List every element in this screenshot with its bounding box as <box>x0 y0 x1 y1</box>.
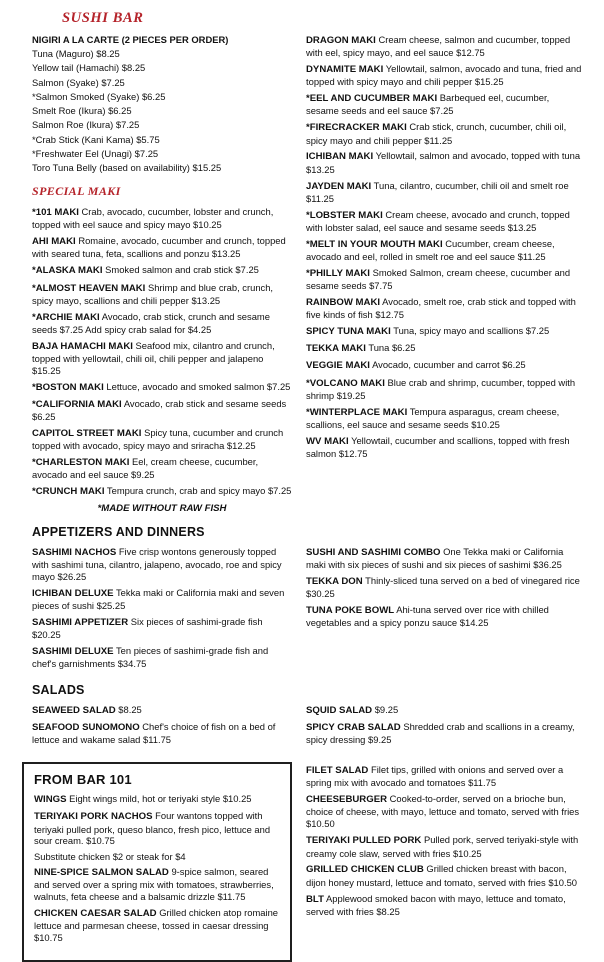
menu-item <box>306 793 584 830</box>
menu-item <box>306 267 584 292</box>
menu-item <box>306 63 584 88</box>
plain-line <box>32 91 292 103</box>
menu-item <box>306 764 584 789</box>
item-price: $9.25 <box>131 469 155 481</box>
menu-item <box>32 235 292 260</box>
menu-item <box>306 604 584 629</box>
item-name: SQUID SALAD <box>306 704 373 716</box>
menu-item <box>306 150 584 175</box>
line-text: Salmon (Syake) <box>32 76 99 88</box>
item-description: Cream cheese, salmon and cucumber, topped with eel, spicy mayo, and eel sauce <box>306 34 571 59</box>
item-name: WINGS <box>34 794 67 806</box>
item-price: $9.25 <box>374 703 399 715</box>
item-price: $10.50 <box>306 818 335 830</box>
menu-item <box>306 406 584 431</box>
item-description: Tempura asparagus, cream cheese, scallions, eel sauce and sesame seeds <box>306 405 560 430</box>
item-description: Grilled chicken breast with bacon, dijon honey mustard, lettuce and tomato, served with fries <box>306 863 567 888</box>
menu-column-right <box>306 674 584 750</box>
line-text: Toro Tuna Belly (based on availability) <box>32 161 190 173</box>
item-price: $12.75 <box>338 448 368 459</box>
menu-band-appetizers-dinners <box>32 516 586 674</box>
item-description: Chef's choice of fish on a bed of lettuce and wakame salad <box>32 721 276 746</box>
item-name: ICHIBAN DELUXE <box>32 587 114 599</box>
item-name: *CRUNCH MAKI <box>32 486 105 498</box>
item-description: Cucumber, cream cheese, avocado and eel, rolled in smelt roe and eel sauce <box>306 237 555 262</box>
item-price: $7.75 <box>369 280 393 292</box>
menu-column-left <box>32 516 292 674</box>
item-name: BLT <box>306 893 324 905</box>
item-description: Crab stick, crunch, cucumber, chili oil, spicy mayo and chili pepper <box>306 121 567 146</box>
item-description: Five crisp wontons generously topped with sashimi tuna, cilantro, jalapeno, avocado, roe and spicy mayo <box>32 545 282 582</box>
item-price: $25.25 <box>96 599 126 611</box>
item-name: SEAFOOD SUNOMONO <box>32 722 140 734</box>
item-price: $36.25 <box>533 558 562 570</box>
item-price: $7.25 <box>235 264 259 276</box>
menu-item <box>32 704 292 717</box>
item-description: Tuna <box>368 342 390 354</box>
line-text: *Freshwater Eel (Unagi) <box>32 147 133 159</box>
menu-item <box>306 834 584 859</box>
item-name: TUNA POKE BOWL <box>306 604 395 616</box>
menu-item <box>306 721 584 746</box>
menu-item <box>32 340 292 377</box>
item-description: Seafood mix, cilantro and crunch, topped with yellowtail, chili oil, chili pepper and jalapeno <box>32 339 275 364</box>
item-price: $10.75 <box>86 835 115 847</box>
plain-line: Substitute chicken $2 or steak for $4 <box>34 851 186 863</box>
item-description: Avocado, smelt roe, crab stick and topped with five kinds of fish <box>306 295 576 321</box>
item-price: $10.75 <box>34 931 63 943</box>
menu-item <box>34 793 280 806</box>
item-description: Yellowtail, cucumber and scallions, topped with fresh salmon <box>306 434 570 459</box>
item-description: Smoked salmon and crab stick <box>105 264 233 276</box>
item-price: $12.75 <box>456 47 485 59</box>
item-name: *PHILLY MAKI <box>306 267 370 279</box>
item-description: Ahi-tuna served over rice with chilled vegetables and a spicy ponzu sauce <box>306 603 549 628</box>
item-price: $10.25 <box>222 793 252 805</box>
item-price: $7.25 <box>267 485 292 497</box>
menu-item <box>32 456 292 481</box>
menu-item <box>34 866 280 903</box>
menu-column-left <box>32 762 292 962</box>
item-description: Thinly-sliced tuna served on a bed of vinegared rice <box>365 574 580 586</box>
menu-column-left <box>32 674 292 750</box>
item-name: *ARCHIE MAKI <box>32 311 100 323</box>
item-price: $6.25 <box>502 359 526 371</box>
item-description: Smoked Salmon, cream cheese, cucumber and sesame seeds <box>306 266 571 292</box>
item-price: $15.25 <box>192 161 222 173</box>
menu-item <box>306 435 584 460</box>
plain-line <box>32 148 292 160</box>
menu-item <box>306 575 584 600</box>
item-price: $15.25 <box>32 364 61 376</box>
item-description: One Tekka maki or California maki with six pieces of sushi and six pieces of sashimi <box>306 545 564 570</box>
item-name: *LOBSTER MAKI <box>306 209 383 221</box>
item-name: ICHIBAN MAKI <box>306 151 374 163</box>
menu-item <box>32 398 292 423</box>
item-name: *BOSTON MAKI <box>32 381 104 393</box>
menu-item <box>306 342 584 355</box>
item-price: $15.25 <box>474 76 504 88</box>
red-subheader: SPECIAL MAKI <box>32 184 121 199</box>
item-price: $12.25 <box>226 440 256 452</box>
menu-item <box>306 209 584 234</box>
item-description: Pulled pork, served teriyaki-style with creamy cole slaw, served with fries <box>306 834 579 859</box>
item-description: Tempura crunch, crab and spicy mayo <box>106 485 266 497</box>
item-description: Yellowtail, salmon, avocado and tuna, fried and topped with spicy mayo and chili pepper <box>306 63 582 88</box>
item-price: $11.25 <box>517 250 546 262</box>
item-price: $8.25 <box>118 703 142 715</box>
menu-column-right <box>306 10 584 464</box>
raw-fish-note: *MADE WITHOUT RAW FISH <box>97 502 227 514</box>
menu-item <box>32 311 292 336</box>
menu-item <box>306 92 584 117</box>
item-description: Grilled chicken atop romaine lettuce and parmesan cheese, tossed in caesar dressing <box>34 906 279 931</box>
menu-item <box>306 359 584 372</box>
item-price: $6.25 <box>391 342 416 354</box>
item-price: $34.75 <box>117 657 147 669</box>
item-price: $13.25 <box>507 221 537 233</box>
line-text: *Crab Stick (Kani Kama) <box>32 133 134 145</box>
item-price: $13.25 <box>191 294 221 306</box>
item-description: Filet tips, grilled with onions and served over a spring mix with avocado and tomatoes <box>306 764 564 789</box>
item-name: *CHARLESTON MAKI <box>32 457 130 469</box>
menu-item <box>32 546 292 583</box>
menu-column-right <box>306 516 584 633</box>
item-description: Ten pieces of sashimi-grade fish and chef's garnishments <box>32 644 269 669</box>
item-description: Four wantons topped with teriyaki pulled pork, queso blanco, fresh pico, lettuce and sour cream. <box>34 810 271 847</box>
item-name: *FIRECRACKER MAKI <box>306 122 407 134</box>
line-text: *Salmon Smoked (Syake) <box>32 90 140 102</box>
item-price: $13.25 <box>211 248 241 260</box>
menu-band-from-bar-101 <box>32 762 586 962</box>
menu-item <box>306 180 584 205</box>
item-name: GRILLED CHICKEN CLUB <box>306 864 424 876</box>
item-description: Cooked-to-order, served on a brioche bun, choice of cheese, with mayo, lettuce and tomato, served with fries <box>306 793 580 818</box>
line-text: Yellow tail (Hamachi) <box>32 62 120 74</box>
item-name: NINE-SPICE SALMON SALAD <box>34 866 169 878</box>
from-bar-101-box <box>22 762 292 962</box>
item-price: $11.75 <box>468 777 497 789</box>
plain-line <box>32 134 292 146</box>
section-header: SALADS <box>32 682 85 697</box>
item-price: $11.25 <box>306 192 334 204</box>
menu-item <box>306 704 584 717</box>
item-name: VEGGIE MAKI <box>306 360 370 372</box>
menu-item <box>306 296 584 321</box>
item-price: $11.75 <box>217 890 246 902</box>
item-name: CHEESEBURGER <box>306 794 388 806</box>
plain-line <box>32 77 292 89</box>
item-name: FILET SALAD <box>306 765 369 777</box>
item-price: $8.25 <box>376 905 400 917</box>
item-name: WV MAKI <box>306 435 349 447</box>
item-description: Spicy tuna, cucumber and crunch topped with avocado, spicy mayo and sriracha <box>32 427 284 452</box>
item-price: $10.25 <box>193 219 222 231</box>
item-description: Six pieces of sashimi-grade fish <box>130 615 263 627</box>
item-price: $6.25 <box>141 90 166 102</box>
item-description: Blue crab and shrimp, cucumber, topped with shrimp <box>306 376 576 401</box>
plain-line <box>32 62 292 74</box>
item-description: Tekka maki or California maki and seven pieces of sushi <box>32 586 285 611</box>
item-name: AHI MAKI <box>32 236 76 248</box>
item-price: $7.25 <box>134 147 159 159</box>
item-description: Crab, avocado, cucumber, lobster and crunch, topped with eel sauce and spicy mayo <box>32 206 274 231</box>
menu-band-sushi-bar <box>32 10 586 516</box>
item-description: Shredded crab and scallions in a creamy, spicy dressing <box>306 721 575 746</box>
item-description: Barbequed eel, cucumber, sesame seeds and eel sauce <box>306 92 550 117</box>
item-price: $8.25 <box>96 48 120 60</box>
item-description: Eight wings mild, hot or teriyaki style <box>69 793 221 805</box>
item-name: TERIYAKI PORK NACHOS <box>34 811 153 823</box>
item-price: $13.25 <box>306 163 335 175</box>
menu-item <box>32 282 292 307</box>
menu-item <box>32 381 292 394</box>
item-price: $11.25 <box>424 134 453 146</box>
item-price: $7.25 <box>115 119 140 131</box>
line-text: Salmon Roe (Ikura) <box>32 119 114 131</box>
item-name: TERIYAKI PULLED PORK <box>306 835 422 847</box>
item-name: BAJA HAMACHI MAKI <box>32 340 133 352</box>
item-name: SASHIMI DELUXE <box>32 645 114 657</box>
item-name: SEAWEED SALAD <box>32 704 116 716</box>
plain-line <box>32 48 292 60</box>
menu-item <box>306 546 584 571</box>
plain-line <box>32 162 292 174</box>
item-name: DRAGON MAKI <box>306 35 376 46</box>
menu-item <box>32 616 292 641</box>
item-name: DYNAMITE MAKI <box>306 64 384 76</box>
item-name: CHICKEN CAESAR SALAD <box>34 907 157 919</box>
item-price: $6.25 <box>108 105 132 117</box>
plain-line <box>32 105 292 117</box>
menu-item <box>34 810 280 847</box>
item-name: SASHIMI APPETIZER <box>32 616 129 628</box>
menu-item <box>306 377 584 402</box>
item-name: RAINBOW MAKI <box>306 296 381 308</box>
item-name: SPICY TUNA MAKI <box>306 326 391 338</box>
menu-item <box>32 645 292 670</box>
menu-item <box>306 863 584 888</box>
line-text: Tuna (Maguro) <box>32 48 94 60</box>
item-price: $14.25 <box>459 616 489 628</box>
box-header: FROM BAR 101 <box>34 772 132 788</box>
item-price: $7.25 <box>525 325 550 337</box>
menu-item <box>32 206 292 231</box>
item-price: $12.75 <box>375 309 404 321</box>
item-price: $19.25 <box>336 389 366 401</box>
item-name: CAPITOL STREET MAKI <box>32 428 142 440</box>
item-price: $6.25 <box>32 411 56 423</box>
item-price: $10.50 <box>548 876 578 888</box>
item-description: Avocado, cucumber and carrot <box>372 359 500 371</box>
item-price: $7.25 <box>266 380 291 392</box>
menu-item <box>32 485 292 498</box>
item-price: $5.75 <box>136 133 160 145</box>
item-name: *VOLCANO MAKI <box>306 377 385 389</box>
item-description: Avocado, crab stick and sesame seeds <box>123 398 287 410</box>
section-header: APPETIZERS AND DINNERS <box>32 524 205 539</box>
item-description: 9-spice salmon, seared and served over a spring mix with tomatoes, strawberries, walnuts, feta cheese and a balsamic drizzle <box>34 865 274 902</box>
item-description: Tuna, spicy mayo and scallions <box>393 325 524 337</box>
menu-item <box>32 721 292 746</box>
item-price: $20.25 <box>32 628 61 640</box>
red-header: SUSHI BAR <box>62 10 144 26</box>
item-name: SASHIMI NACHOS <box>32 546 117 558</box>
item-price: $7.25 <box>430 105 454 117</box>
item-name: TEKKA DON <box>306 575 363 587</box>
item-price: $26.25 <box>57 570 87 582</box>
item-description: Avocado, crab stick, crunch and sesame seeds $7.25 Add spicy crab salad for $4.25 <box>32 310 270 335</box>
menu-band-salads <box>32 674 586 750</box>
item-price: $9.25 <box>368 734 392 746</box>
item-description: Eel, cream cheese, cucumber, avocado and eel sauce <box>32 456 259 481</box>
item-price: $11.75 <box>143 734 171 746</box>
item-description: Romaine, avocado, cucumber and crunch, topped with seared tuna, feta, scallions and ponzu <box>32 235 286 260</box>
menu-item <box>306 238 584 263</box>
item-name: TEKKA MAKI <box>306 343 366 355</box>
menu-item <box>306 34 584 59</box>
bold-line: NIGIRI A LA CARTE (2 PIECES PER ORDER) <box>32 34 229 45</box>
item-description: Tuna, cilantro, cucumber, chili oil and smelt roe <box>373 179 569 191</box>
item-name: SPICY CRAB SALAD <box>306 722 401 734</box>
item-name: *WINTERPLACE MAKI <box>306 406 408 418</box>
item-name: *ALASKA MAKI <box>32 265 103 277</box>
item-name: *MELT IN YOUR MOUTH MAKI <box>306 238 443 250</box>
item-description: Yellowtail, salmon and avocado, topped with tuna <box>375 150 581 162</box>
menu-column-left <box>32 10 292 516</box>
menu-item <box>306 121 584 146</box>
item-description: Lettuce, avocado and smoked salmon <box>106 380 265 392</box>
item-price: $30.25 <box>306 587 335 599</box>
plain-line <box>32 119 292 131</box>
item-name: *101 MAKI <box>32 207 79 219</box>
item-description: Cream cheese, avocado and crunch, topped with lobster salad, eel sauce and sesame seeds <box>306 208 570 233</box>
menu-column-right <box>306 762 584 921</box>
item-description: Applewood smoked bacon with mayo, lettuce and tomato, served with fries <box>306 892 566 917</box>
menu-item <box>32 427 292 452</box>
item-price: $7.25 <box>101 76 125 88</box>
menu-item <box>306 893 584 918</box>
menu-item <box>32 587 292 612</box>
item-name: *ALMOST HEAVEN MAKI <box>32 282 146 294</box>
menu-item <box>32 264 292 277</box>
item-name: SUSHI AND SASHIMI COMBO <box>306 546 441 558</box>
item-name: JAYDEN MAKI <box>306 180 372 192</box>
menu-item <box>306 325 584 338</box>
item-price: $8.25 <box>121 62 146 74</box>
item-price: $10.25 <box>452 847 482 859</box>
item-name: *EEL AND CUCUMBER MAKI <box>306 93 438 105</box>
line-text: Smelt Roe (Ikura) <box>32 105 106 117</box>
menu-item <box>34 907 280 944</box>
item-description: Shrimp and blue crab, crunch, spicy mayo, scallions and chili pepper <box>32 281 274 306</box>
item-price: $10.25 <box>471 418 500 430</box>
item-name: *CALIFORNIA MAKI <box>32 399 122 411</box>
